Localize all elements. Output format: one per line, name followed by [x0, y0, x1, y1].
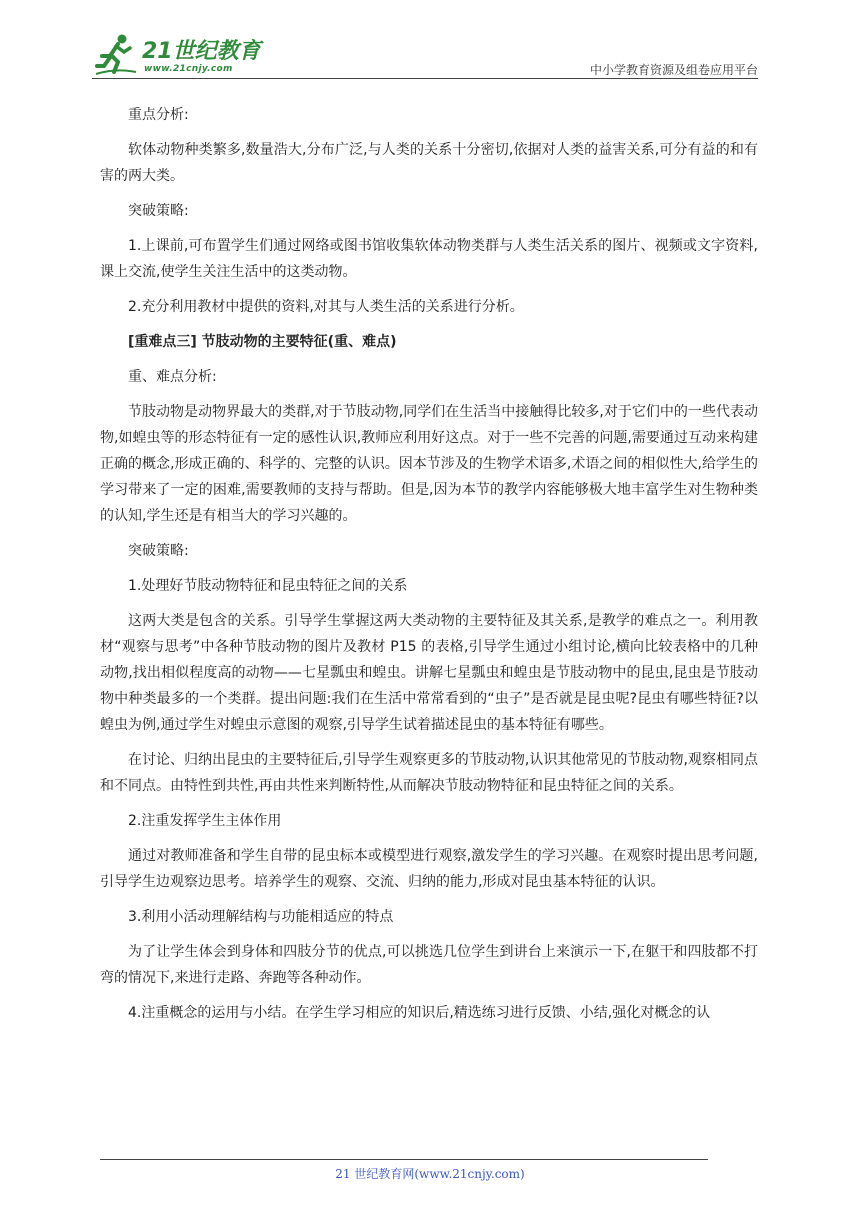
- paragraph: 在讨论、归纳出昆虫的主要特征后,引导学生观察更多的节肢动物,认识其他常见的节肢动物,观察相同点和不同点。由特性到共性,再由共性来判断特性,从而解决节肢动物特征和昆虫特征之间的关系。: [100, 752, 758, 794]
- paragraph: 1.处理好节肢动物特征和昆虫特征之间的关系: [128, 578, 408, 594]
- paragraph: 节肢动物是动物界最大的类群,对于节肢动物,同学们在生活当中接触得比较多,对于它们中的一些代表动物,如蝗虫等的形态特征有一定的感性认识,教师应利用好这点。对于一些不完善的问题,需要通过互动来构建正确的概念,形成正确的、科学的、完整的认识。因本节涉及的生物学术语多,术语之间的相似性大,给学生的学习带来了一定的困难,需要教师的支持与帮助。但是,因为本节的教学内容能够极大地丰富学生对生物种类的认知,学生还是有相当大的学习兴趣的。: [100, 404, 758, 524]
- page-footer: 21 世纪教育网(www.21cnjy.com): [335, 1167, 525, 1181]
- paragraph: 软体动物种类繁多,数量浩大,分布广泛,与人类的关系十分密切,依据对人类的益害关系,可分有益的和有害的两大类。: [100, 142, 758, 184]
- paragraph: 通过对教师准备和学生自带的昆虫标本或模型进行观察,激发学生的学习兴趣。在观察时提出思考问题,引导学生边观察边思考。培养学生的观察、交流、归纳的能力,形成对昆虫基本特征的认识。: [100, 848, 758, 890]
- document-body: [100, 102, 758, 1035]
- header-divider: [92, 78, 758, 79]
- footer-divider: [100, 1159, 708, 1160]
- paragraph: 突破策略:: [128, 543, 189, 559]
- paragraph: 2.注重发挥学生主体作用: [128, 813, 282, 829]
- paragraph: 4.注重概念的运用与小结。在学生学习相应的知识后,精选练习进行反馈、小结,强化对概念的认: [128, 1005, 711, 1021]
- paragraph: 2.充分利用教材中提供的资料,对其与人类生活的关系进行分析。: [128, 299, 524, 315]
- logo-text: 21世纪教育: [142, 39, 261, 64]
- paragraph: 这两大类是包含的关系。引导学生掌握这两大类动物的主要特征及其关系,是教学的难点之一。利用教材“观察与思考”中各种节肢动物的图片及教材 P15 的表格,引导学生通过小组讨论,横向比较表格中的几种动物,找出相似程度高的动物——七星瓢虫和蝗虫。讲解七星瓢虫和蝗虫是节肢动物中的昆虫,昆虫是节肢动物中种类最多的一个类群。提出问题:我们在生活中常常看到的“虫子”是否就是昆虫呢?昆虫有哪些特征?以蝗虫为例,通过学生对蝗虫示意图的观察,引导学生试着描述昆虫的基本特征有哪些。: [100, 613, 758, 733]
- paragraph: 重点分析:: [128, 107, 189, 123]
- paragraph: 突破策略:: [128, 203, 189, 219]
- paragraph: 3.利用小活动理解结构与功能相适应的特点: [128, 909, 394, 925]
- running-figure-icon: [94, 32, 138, 76]
- logo-url: www.21cnjy.com: [144, 64, 233, 74]
- paragraph: 为了让学生体会到身体和四肢分节的优点,可以挑选几位学生到讲台上来演示一下,在躯干和四肢都不打弯的情况下,来进行走路、奔跑等各种动作。: [100, 944, 758, 986]
- section-heading: [重难点三] 节肢动物的主要特征(重、难点): [128, 334, 397, 350]
- paragraph: 重、难点分析:: [128, 369, 217, 385]
- site-logo: [92, 28, 267, 78]
- paragraph: 1.上课前,可布置学生们通过网络或图书馆收集软体动物类群与人类生活关系的图片、视频或文字资料,课上交流,使学生关注生活中的这类动物。: [100, 238, 758, 280]
- platform-name: 中小学教育资源及组卷应用平台: [589, 63, 758, 77]
- page-header: [92, 28, 758, 80]
